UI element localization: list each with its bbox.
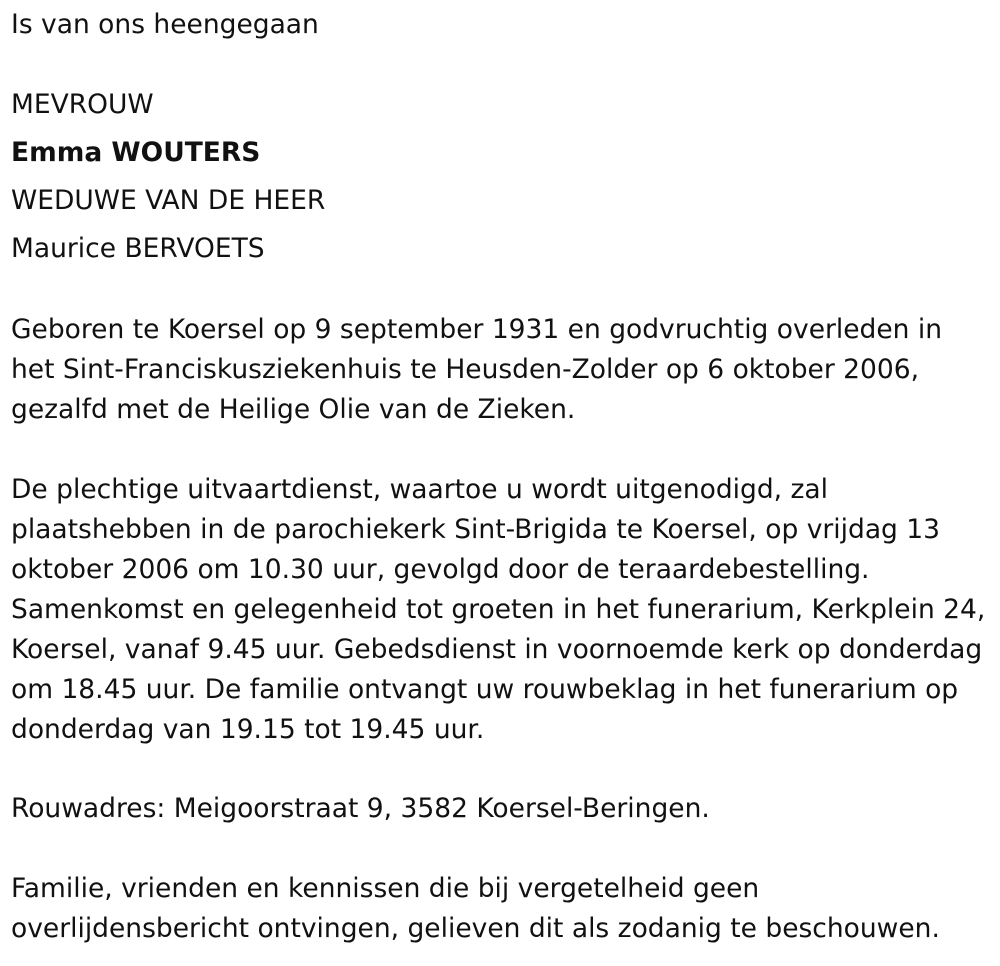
paragraph-line: Familie, vrienden en kennissen die bij vergetelheid geen bbox=[11, 873, 760, 904]
deceased-name: Emma WOUTERS bbox=[11, 137, 261, 168]
funeral-paragraph bbox=[11, 470, 996, 750]
paragraph-line: Geboren te Koersel op 9 september 1931 en godvruchtig overleden in bbox=[11, 314, 943, 345]
deceased-spouse: Maurice BERVOETS bbox=[11, 233, 265, 264]
paragraph-line: om 18.45 uur. De familie ontvangt uw rouwbeklag in het funerarium op bbox=[11, 674, 959, 705]
paragraph-line: Koersel, vanaf 9.45 uur. Gebedsdienst in voornoemde kerk op donderdag bbox=[11, 634, 983, 665]
paragraph-line: De plechtige uitvaartdienst, waartoe u wordt uitgenodigd, zal bbox=[11, 474, 829, 505]
paragraph-line: plaatshebben in de parochiekerk Sint-Brigida te Koersel, op vrijdag 13 bbox=[11, 514, 941, 545]
notice-paragraph bbox=[11, 869, 996, 949]
intro-line: Is van ons heengegaan bbox=[11, 9, 319, 40]
deceased-title: MEVROUW bbox=[11, 89, 154, 120]
deceased-relation: WEDUWE VAN DE HEER bbox=[11, 185, 326, 216]
paragraph-line: het Sint-Franciskusziekenhuis te Heusden-Zolder op 6 oktober 2006, bbox=[11, 354, 920, 385]
paragraph-line: gezalfd met de Heilige Olie van de Zieken. bbox=[11, 394, 576, 425]
paragraph-line: donderdag van 19.15 tot 19.45 uur. bbox=[11, 714, 485, 745]
address-line: Rouwadres: Meigoorstraat 9, 3582 Koersel-Beringen. bbox=[11, 793, 710, 824]
birth-death-paragraph bbox=[11, 310, 996, 430]
paragraph-line: Samenkomst en gelegenheid tot groeten in het funerarium, Kerkplein 24, bbox=[11, 594, 986, 625]
paragraph-line: overlijdensbericht ontvingen, gelieven dit als zodanig te beschouwen. bbox=[11, 913, 940, 944]
paragraph-line: oktober 2006 om 10.30 uur, gevolgd door de teraardebestelling. bbox=[11, 554, 870, 585]
